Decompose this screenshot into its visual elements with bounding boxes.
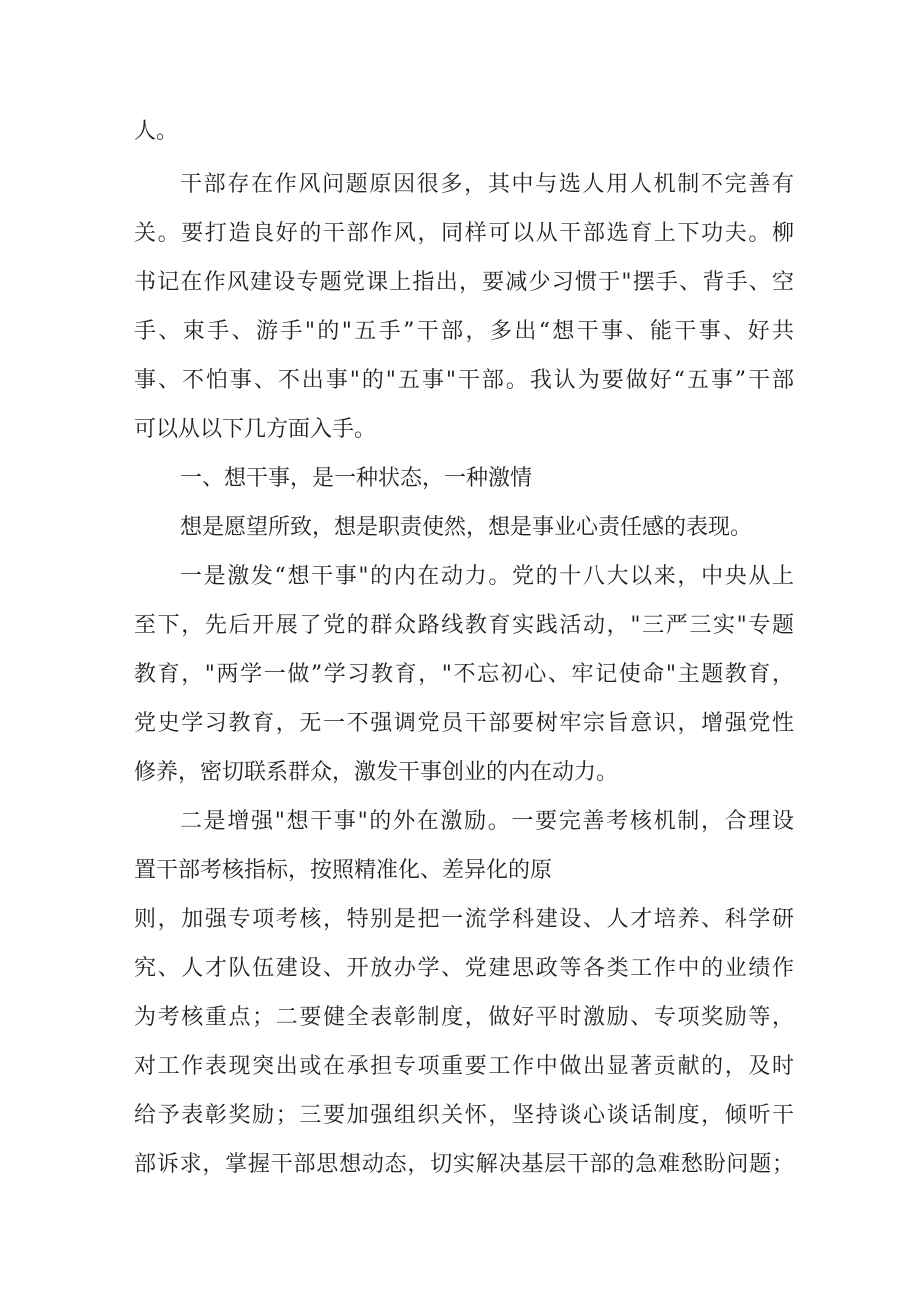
text-line: 可以从以下几方面入手。 [134, 417, 377, 442]
text-line: 人。 [134, 119, 179, 144]
text-line: 置干部考核指标，按照精准化、差异化的原 [134, 858, 553, 883]
text-line: 究、人才队伍建设、开放办学、党建思政等各类工作中的业绩作 [134, 956, 794, 981]
text-line: 事、不怕事、不出事"的"五事"干部。我认为要做好“五事”干部 [134, 368, 794, 393]
section-heading: 一、想干事，是一种状态，一种激情 [180, 466, 533, 491]
text-line: 关。要打造良好的干部作风，同样可以从干部选育上下功夫。柳 [134, 221, 794, 246]
text-line: 则，加强专项考核，特别是把一流学科建设、人才培养、科学研 [134, 907, 794, 932]
text-line: 干部存在作风问题原因很多，其中与选人用人机制不完善有 [180, 172, 794, 197]
text-line: 部诉求，掌握干部思想动态，切实解决基层干部的急难愁盼问题； [134, 1152, 794, 1177]
text-line: 书记在作风建设专题党课上指出，要减少习惯于"摆手、背手、空 [134, 270, 794, 295]
text-line: 至下，先后开展了党的群众路线教育实践活动，"三严三实"专题 [134, 613, 794, 638]
text-line: 给予表彰奖励；三要加强组织关怀，坚持谈心谈话制度，倾听干 [134, 1103, 794, 1128]
text-line: 为考核重点；二要健全表彰制度，做好平时激励、专项奖励等， [134, 1005, 794, 1030]
text-line: 一是激发“想干事"的内在动力。党的十八大以来，中央从上 [180, 564, 794, 589]
text-line: 教育，"两学一做”学习教育，"不忘初心、牢记使命"主题教育， [134, 662, 794, 687]
text-line: 修养，密切联系群众，激发干事创业的内在动力。 [134, 760, 619, 785]
text-line: 党史学习教育，无一不强调党员干部要树牢宗旨意识，增强党性 [134, 711, 794, 736]
text-line: 手、束手、游手"的"五手”干部，多出“想干事、能干事、好共 [134, 319, 794, 344]
text-line: 二是增强"想干事"的外在激励。一要完善考核机制，合理设 [180, 809, 794, 834]
text-line: 对工作表现突出或在承担专项重要工作中做出显著贡献的，及时 [134, 1054, 794, 1079]
text-line: 想是愿望所致，想是职责使然，想是事业心责任感的表现。 [180, 515, 753, 540]
